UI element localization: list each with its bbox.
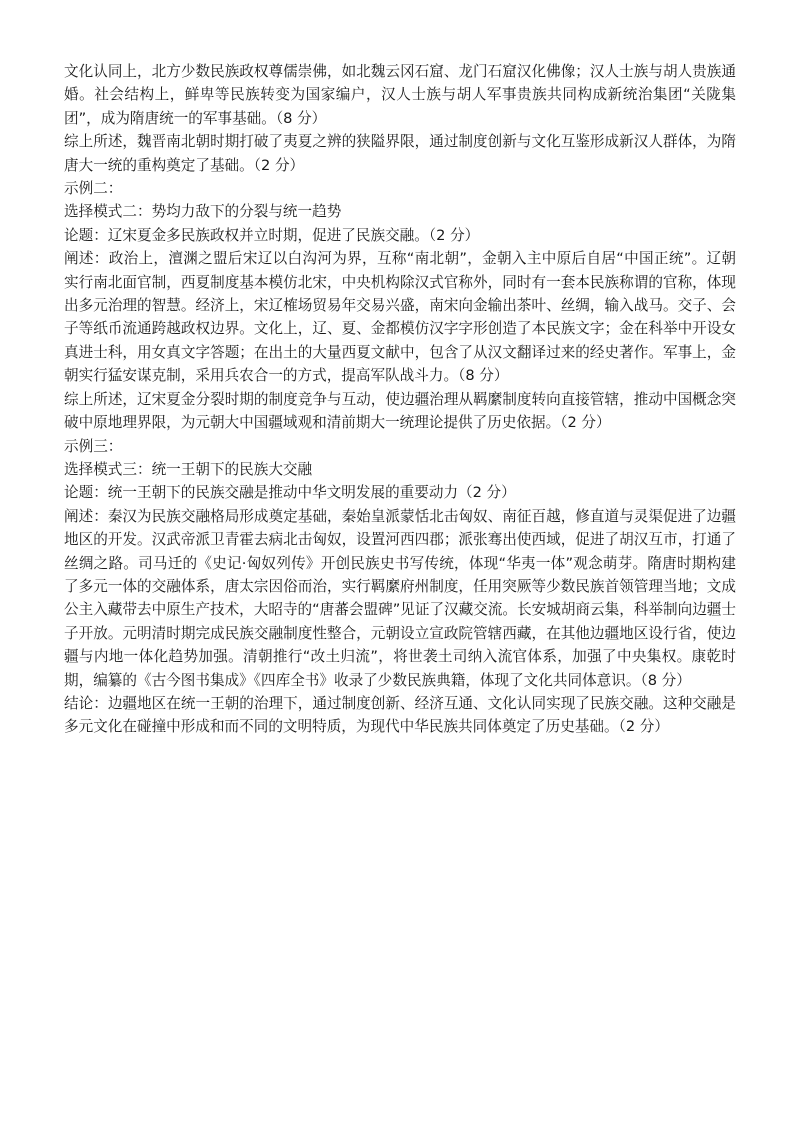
thesis-three: 论题：统一王朝下的民族交融是推动中华文明发展的重要动力（2 分） [64,484,516,502]
summary-two: 综上所述，辽宋夏金分裂时期的制度竞争与互动，使边疆治理从羁縻制度转向直接管辖，推动中国概念突破中原地理界限，为元朝大中国疆域观和清前期大一统理论提供了历史依据。（2 分） [64,390,736,432]
heading-example-two: 示例二： [64,180,123,198]
thesis-two: 论题：辽宋夏金多民族政权并立时期，促进了民族交融。（2 分） [64,226,480,244]
mode-three-title: 选择模式三：统一王朝下的民族大交融 [64,460,313,478]
elaboration-two: 阐述：政治上，澶渊之盟后宋辽以白沟河为界，互称“南北朝”，金朝入主中原后自居“中国正统”。辽朝实行南北面官制，西夏制度基本模仿北宋，中央机构除汉式官称外，同时有一套本民族称谓的官称，体现出多元治理的智慧。经济上，宋辽榷场贸易年交易兴盛，南宋向金输出茶叶、丝绸，输入战马。交子、会子等纸币流通跨越政权边界。文化上，辽、夏、金都模仿汉字字形创造了本民族文字；金在科举中开设女真进士科，用女真文字答题；在出土的大量西夏文献中，包含了从汉文翻译过来的经史著作。军事上，金朝实行猛安谋克制，采用兵农合一的方式，提高军队战斗力。（8 分） [64,250,736,385]
mode-two-title: 选择模式二：势均力敌下的分裂与统一趋势 [64,203,342,221]
conclusion-three: 结论：边疆地区在统一王朝的治理下，通过制度创新、经济互通、文化认同实现了民族交融。这种交融是多元文化在碰撞中形成和而不同的文明特质，为现代中华民族共同体奠定了历史基础。（2 分） [64,694,736,736]
heading-example-three: 示例三： [64,437,123,455]
elaboration-three: 阐述：秦汉为民族交融格局形成奠定基础，秦始皇派蒙恬北击匈奴、南征百越，修直道与灵渠促进了边疆地区的开发。汉武帝派卫青霍去病北击匈奴，设置河西四郡；派张骞出使西域，促进了胡汉互市，打通了丝绸之路。司马迁的《史记·匈奴列传》开创民族史书写传统，体现“华夷一体”观念萌芽。隋唐时期构建了多元一体的交融体系，唐太宗因俗而治，实行羁縻府州制度，任用突厥等少数民族首领管理当地；文成公主入藏带去中原生产技术，大昭寺的“唐蕃会盟碑”见证了汉藏交流。长安城胡商云集，科举制向边疆士子开放。元明清时期完成民族交融制度性整合，元朝设立宣政院管辖西藏，在其他边疆地区设行省，使边疆与内地一体化趋势加强。清朝推行“改土归流”，将世袭土司纳入流官体系，加强了中央集权。康乾时期，编纂的《古今图书集成》《四库全书》收录了少数民族典籍，体现了文化共同体意识。（8 分） [64,507,736,689]
paragraph-summary-wei-jin: 综上所述，魏晋南北朝时期打破了夷夏之辨的狭隘界限，通过制度创新与文化互鉴形成新汉人群体，为隋唐大一统的重构奠定了基础。（2 分） [64,133,736,174]
paragraph-cultural-identity: 文化认同上，北方少数民族政权尊儒崇佛，如北魏云冈石窟、龙门石窟汉化佛像；汉人士族与胡人贵族通婚。社会结构上，鲜卑等民族转变为国家编户，汉人士族与胡人军事贵族共同构成新统治集团“关陇集团”，成为隋唐统一的军事基础。（8 分） [64,63,736,127]
